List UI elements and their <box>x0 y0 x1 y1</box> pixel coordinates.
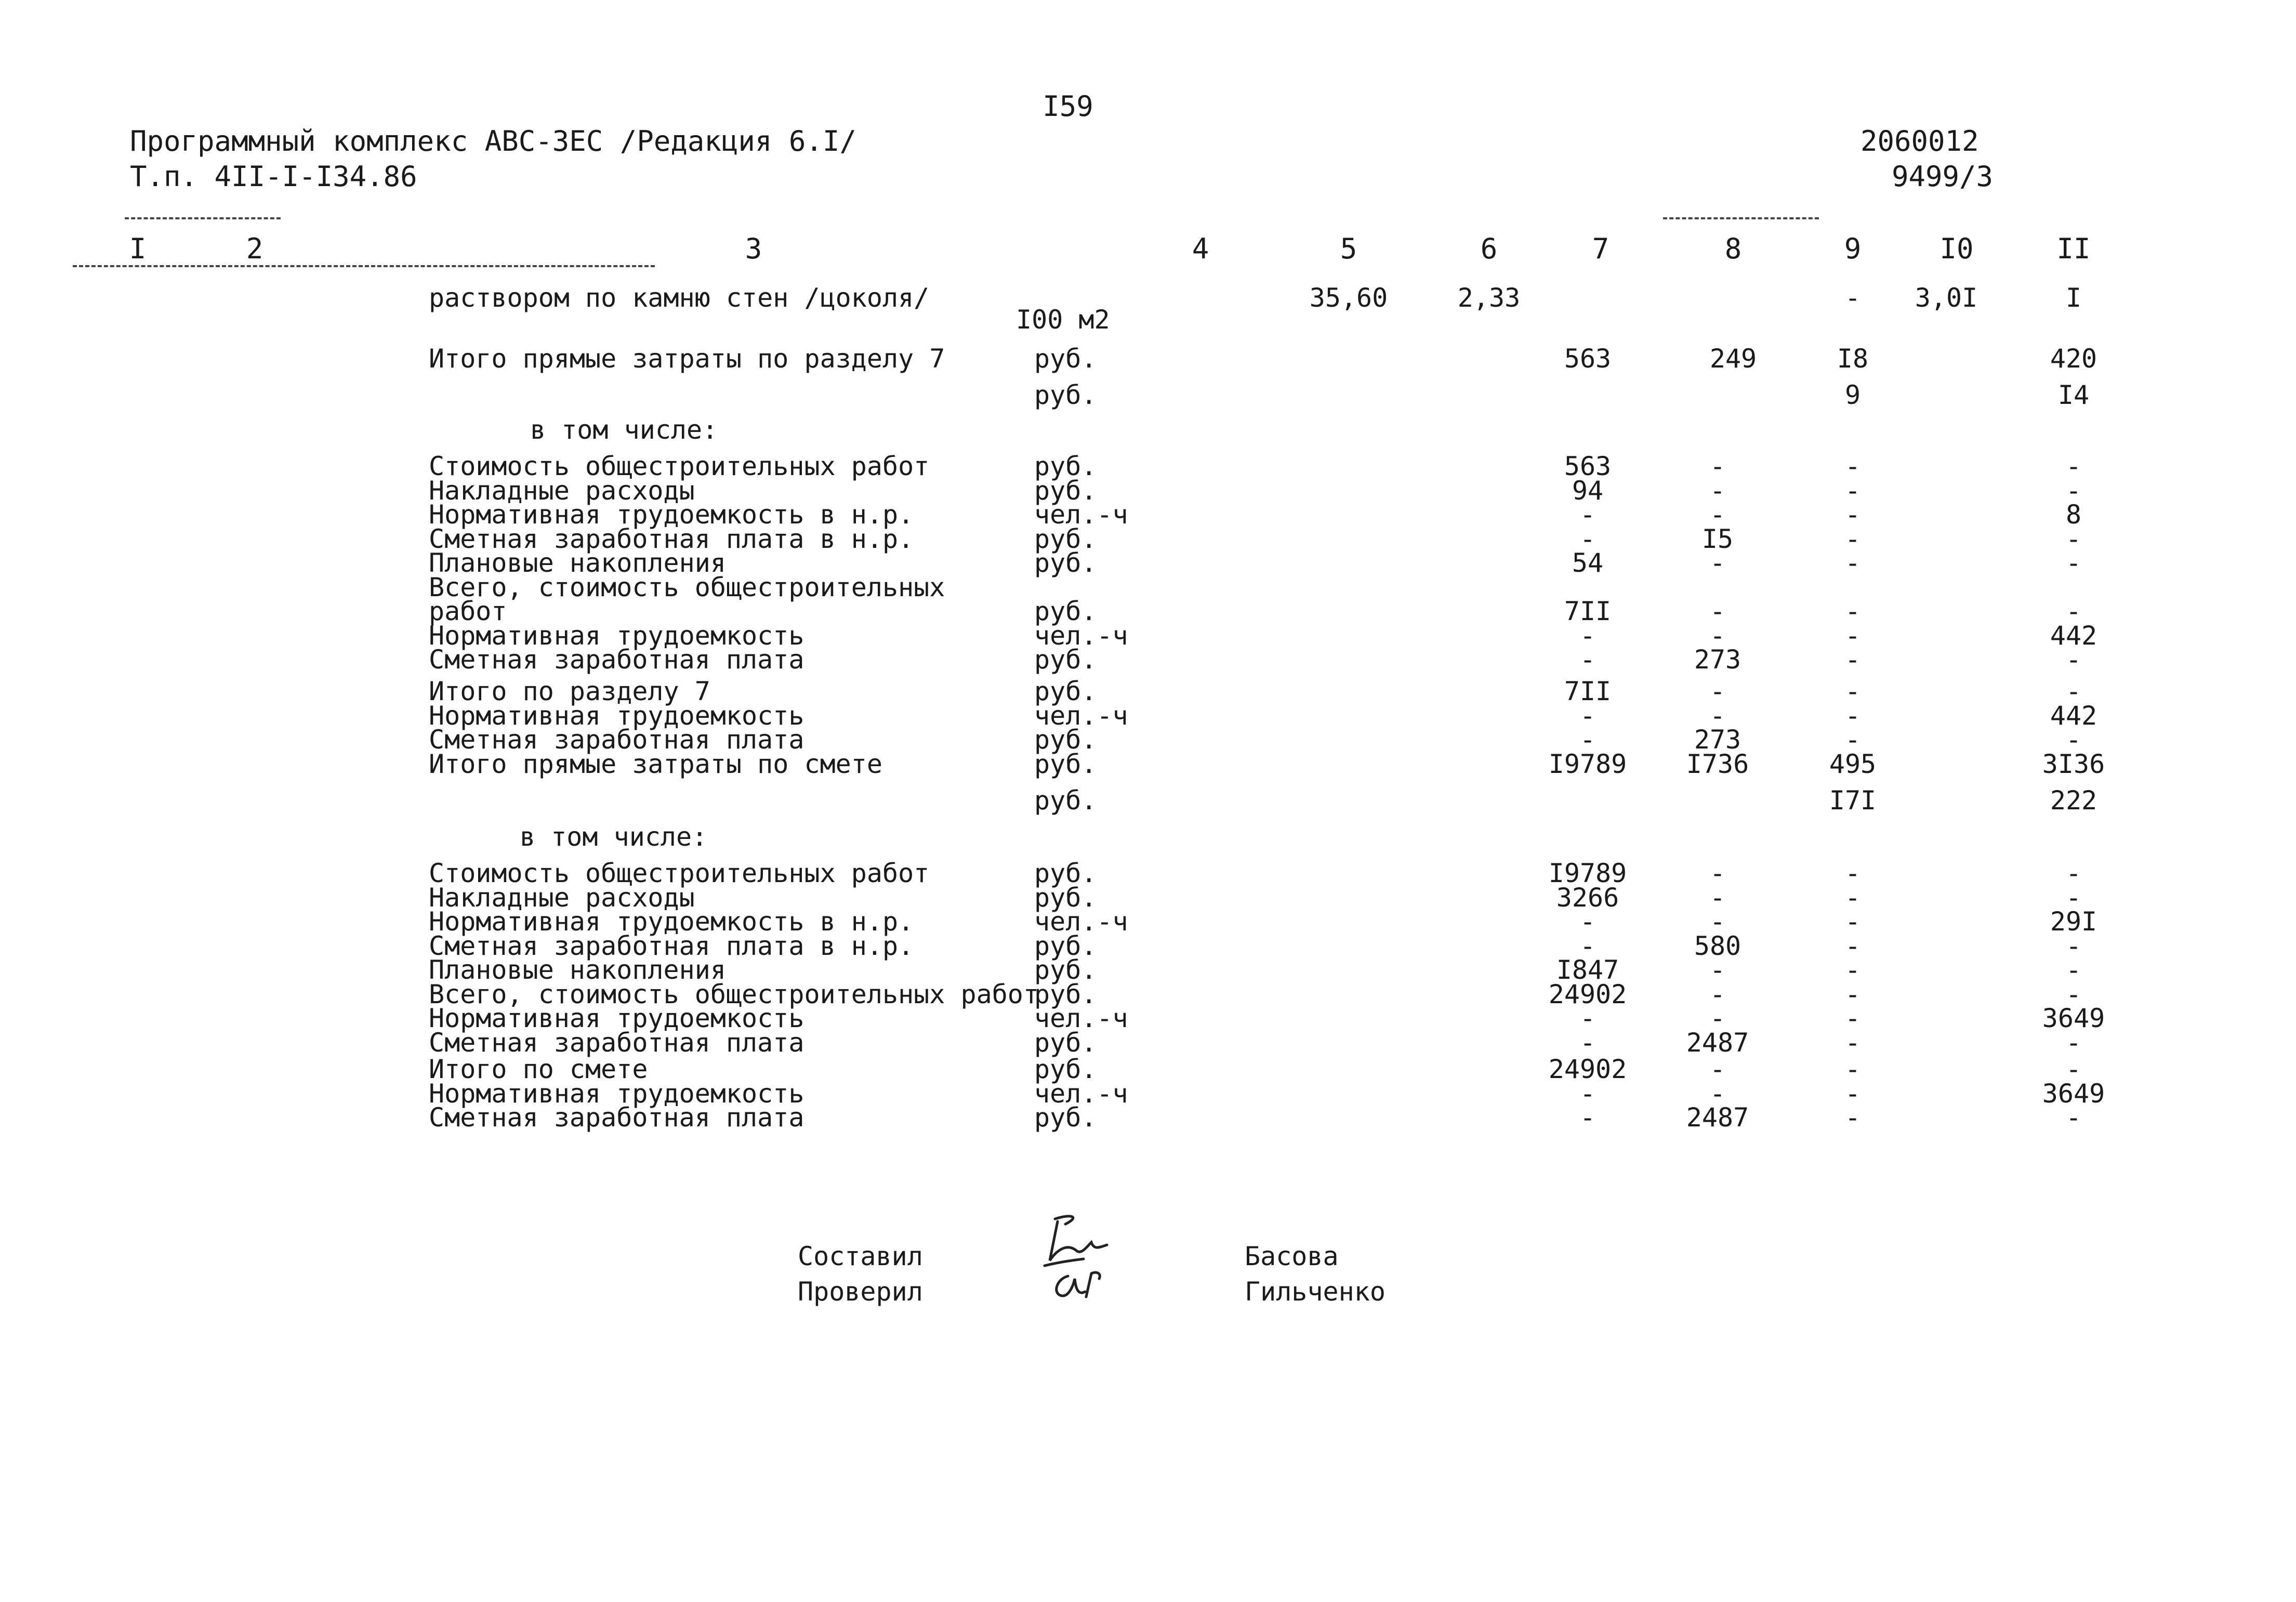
row-unit: руб. <box>1034 930 1097 961</box>
row-c11: - <box>2065 451 2082 481</box>
row-c8: 2487 <box>1686 1027 1749 1058</box>
row-unit: руб. <box>1034 1102 1097 1133</box>
row-c11: 8 <box>2065 500 2082 530</box>
row-label: Стоимость общестроительных работ <box>429 858 930 888</box>
row-c8: - <box>1709 620 1726 651</box>
column-header: 5 <box>1340 232 1357 265</box>
row-c7: - <box>1579 1027 1596 1058</box>
row-label: Всего, стоимость общестроительных <box>429 572 945 602</box>
row-c7: - <box>1579 907 1596 937</box>
first-row-text: раствором по камню стен /цоколя/ <box>429 283 930 313</box>
row-unit: чел.-ч <box>1034 1003 1128 1033</box>
row-unit: чел.-ч <box>1034 907 1128 937</box>
row-c8: - <box>1709 955 1726 985</box>
row-c9: - <box>1844 930 1861 961</box>
row-label: Сметная заработная плата в н.р. <box>429 930 914 961</box>
row-c7: - <box>1579 645 1596 675</box>
row-unit: руб. <box>1034 725 1097 755</box>
row-c11: - <box>2065 882 2082 913</box>
section7-total-label: Итого прямые затраты по разделу 7 <box>429 344 945 374</box>
row-unit: руб. <box>1034 979 1097 1009</box>
smeta-extra-c11: 222 <box>2050 785 2097 816</box>
row-label: Накладные расходы <box>429 475 695 506</box>
compiled-name: Басова <box>1245 1241 1339 1271</box>
row-c7: 7II <box>1564 676 1612 706</box>
row-c8: 580 <box>1694 930 1741 961</box>
row-label: Сметная заработная плата <box>429 645 804 675</box>
row-c7: - <box>1579 1078 1596 1109</box>
row-unit: чел.-ч <box>1034 620 1128 651</box>
program-title: Программный комплекс АВС-3ЕС /Редакция 6.I/ <box>130 125 856 157</box>
row-unit: руб. <box>1034 882 1097 913</box>
row-unit: руб. <box>1034 523 1097 554</box>
row-unit: руб. <box>1034 548 1097 578</box>
row-c7: 7II <box>1564 596 1612 626</box>
row-unit: руб. <box>1034 451 1097 481</box>
row-c8: - <box>1709 676 1726 706</box>
row-c9: - <box>1844 596 1861 626</box>
row-c11: - <box>2065 858 2082 888</box>
row-c9: - <box>1844 979 1861 1009</box>
first-row-c10: 3,0I <box>1915 283 1978 313</box>
row-c7: - <box>1579 700 1596 731</box>
row-c9: - <box>1844 500 1861 530</box>
row-c8: - <box>1709 451 1726 481</box>
row-c11: - <box>2065 548 2082 578</box>
row-c7: - <box>1579 523 1596 554</box>
row-c7: - <box>1579 1003 1596 1033</box>
row-label: Итого по разделу 7 <box>429 676 710 706</box>
section7-total-unit: руб. <box>1034 344 1097 374</box>
row-unit: чел.-ч <box>1034 1078 1128 1109</box>
section7-total-c7: 563 <box>1564 344 1612 374</box>
row-c7: I847 <box>1556 955 1619 985</box>
smeta-extra-c9: I7I <box>1829 785 1877 816</box>
row-c11: - <box>2065 1027 2082 1058</box>
row-label: Всего, стоимость общестроительных работ <box>429 979 1039 1009</box>
first-row-c11: I <box>2065 283 2082 313</box>
row-c9: - <box>1844 700 1861 731</box>
row-c9: - <box>1844 451 1861 481</box>
row-c9: - <box>1844 645 1861 675</box>
row-c9: - <box>1844 907 1861 937</box>
row-label: Плановые накопления <box>429 955 726 985</box>
row-c8: I736 <box>1686 749 1749 779</box>
row-c9: - <box>1844 1003 1861 1033</box>
compiled-label: Составил <box>798 1241 923 1271</box>
row-c11: 442 <box>2050 700 2097 731</box>
row-c8: 273 <box>1694 725 1741 755</box>
section7-total-unit2: руб. <box>1034 380 1097 410</box>
column-header: 7 <box>1592 232 1609 265</box>
row-c9: - <box>1844 858 1861 888</box>
row-c7: 54 <box>1572 548 1604 578</box>
row-c9: - <box>1844 882 1861 913</box>
column-header: 4 <box>1192 232 1209 265</box>
row-c11: - <box>2065 475 2082 506</box>
row-label: работ <box>429 596 507 626</box>
row-c7: - <box>1579 500 1596 530</box>
row-c8: 273 <box>1694 645 1741 675</box>
row-label: Нормативная трудоемкость <box>429 620 804 651</box>
row-label: Нормативная трудоемкость <box>429 700 804 731</box>
smeta-extra-unit: руб. <box>1034 785 1097 816</box>
row-c7: 24902 <box>1548 979 1627 1009</box>
row-unit: чел.-ч <box>1034 700 1128 731</box>
row-label: Нормативная трудоемкость <box>429 1003 804 1033</box>
row-c7: 94 <box>1572 475 1604 506</box>
row-c9: - <box>1844 1102 1861 1133</box>
section7-total-c11b: I4 <box>2057 380 2090 410</box>
row-c9: - <box>1844 1027 1861 1058</box>
row-c9: - <box>1844 955 1861 985</box>
row-unit: руб. <box>1034 645 1097 675</box>
row-c7: 3266 <box>1556 882 1619 913</box>
row-c9: - <box>1844 475 1861 506</box>
checked-name: Гильченко <box>1245 1277 1385 1307</box>
row-unit: руб. <box>1034 749 1097 779</box>
row-c11: - <box>2065 676 2082 706</box>
column-header: 2 <box>246 232 263 265</box>
column-header: 9 <box>1844 232 1862 265</box>
document-number: 9499/3 <box>1892 160 1994 193</box>
including-label: в том числе: <box>530 415 718 445</box>
section7-total-c9b: 9 <box>1844 380 1861 410</box>
row-c11: - <box>2065 930 2082 961</box>
header-divider <box>1663 217 1819 219</box>
column-header: 6 <box>1480 232 1498 265</box>
row-unit: руб. <box>1034 475 1097 506</box>
column-header: 3 <box>745 232 762 265</box>
row-c11: - <box>2065 596 2082 626</box>
row-c7: - <box>1579 620 1596 651</box>
row-label: Нормативная трудоемкость в н.р. <box>429 500 914 530</box>
row-label: Плановые накопления <box>429 548 726 578</box>
row-label: Сметная заработная плата <box>429 725 804 755</box>
column-header: II <box>2056 232 2091 265</box>
row-c8: - <box>1709 1003 1726 1033</box>
row-c8: - <box>1709 700 1726 731</box>
row-c9: 495 <box>1829 749 1877 779</box>
row-unit: руб. <box>1034 955 1097 985</box>
row-label: Стоимость общестроительных работ <box>429 451 930 481</box>
row-c11: 442 <box>2050 620 2097 651</box>
row-c9: - <box>1844 620 1861 651</box>
row-c8: 2487 <box>1686 1102 1749 1133</box>
row-c8: - <box>1709 979 1726 1009</box>
row-c8: - <box>1709 1054 1726 1084</box>
row-c7: I9789 <box>1548 858 1627 888</box>
first-row-c6: 2,33 <box>1457 283 1521 313</box>
row-label: Накладные расходы <box>429 882 695 913</box>
row-c8: - <box>1709 475 1726 506</box>
row-c7: - <box>1579 725 1596 755</box>
row-c9: - <box>1844 725 1861 755</box>
row-label: Нормативная трудоемкость <box>429 1078 804 1109</box>
row-c8: - <box>1709 596 1726 626</box>
row-label: Сметная заработная плата <box>429 1027 804 1058</box>
row-c9: - <box>1844 1054 1861 1084</box>
row-unit: руб. <box>1034 1054 1097 1084</box>
row-c9: - <box>1844 1078 1861 1109</box>
row-unit: руб. <box>1034 676 1097 706</box>
row-unit: руб. <box>1034 858 1097 888</box>
first-row-unit: I00 м2 <box>1016 305 1110 335</box>
row-c7: I9789 <box>1548 749 1627 779</box>
row-unit: чел.-ч <box>1034 500 1128 530</box>
row-c11: - <box>2065 979 2082 1009</box>
row-c11: 3649 <box>2042 1003 2105 1033</box>
page-number: I59 <box>1043 90 1093 123</box>
row-c9: - <box>1844 548 1861 578</box>
row-unit: руб. <box>1034 596 1097 626</box>
row-label: Нормативная трудоемкость в н.р. <box>429 907 914 937</box>
row-c8: - <box>1709 500 1726 530</box>
row-c11: 29I <box>2050 907 2097 937</box>
row-label: Сметная заработная плата <box>429 1102 804 1133</box>
row-c7: - <box>1579 1102 1596 1133</box>
section7-total-c9: I8 <box>1837 344 1869 374</box>
row-c8: I5 <box>1701 523 1734 554</box>
row-c8: - <box>1709 1078 1726 1109</box>
column-header: I0 <box>1939 232 1974 265</box>
row-unit: руб. <box>1034 1027 1097 1058</box>
row-c8: - <box>1709 882 1726 913</box>
row-c11: - <box>2065 1054 2082 1084</box>
header-divider <box>125 217 281 219</box>
section7-total-c11: 420 <box>2050 344 2097 374</box>
column-header: 8 <box>1724 232 1742 265</box>
row-c11: - <box>2065 725 2082 755</box>
including-label: в том числе: <box>520 822 708 852</box>
row-label: Сметная заработная плата в н.р. <box>429 523 914 554</box>
row-c7: - <box>1579 930 1596 961</box>
first-row-c9: - <box>1844 283 1861 313</box>
row-c8: - <box>1709 858 1726 888</box>
row-c7: 24902 <box>1548 1054 1627 1084</box>
column-header: I <box>129 232 147 265</box>
row-c11: - <box>2065 955 2082 985</box>
row-c9: - <box>1844 676 1861 706</box>
first-row-c5: 35,60 <box>1309 283 1388 313</box>
row-c11: - <box>2065 645 2082 675</box>
row-label: Итого по смете <box>429 1054 648 1084</box>
row-c8: - <box>1709 907 1726 937</box>
checked-label: Проверил <box>798 1277 923 1307</box>
row-c11: - <box>2065 1102 2082 1133</box>
row-c9: - <box>1844 523 1861 554</box>
column-divider <box>73 265 655 267</box>
checked-signature <box>1045 1263 1117 1305</box>
row-c11: 3I36 <box>2042 749 2105 779</box>
row-c11: 3649 <box>2042 1078 2105 1109</box>
document-code: 2060012 <box>1860 125 1979 157</box>
row-c7: 563 <box>1564 451 1612 481</box>
row-c8: - <box>1709 548 1726 578</box>
project-code: Т.п. 4II-I-I34.86 <box>130 160 417 193</box>
row-label: Итого прямые затраты по смете <box>429 749 882 779</box>
row-c11: - <box>2065 523 2082 554</box>
section7-total-c8: 249 <box>1709 344 1757 374</box>
